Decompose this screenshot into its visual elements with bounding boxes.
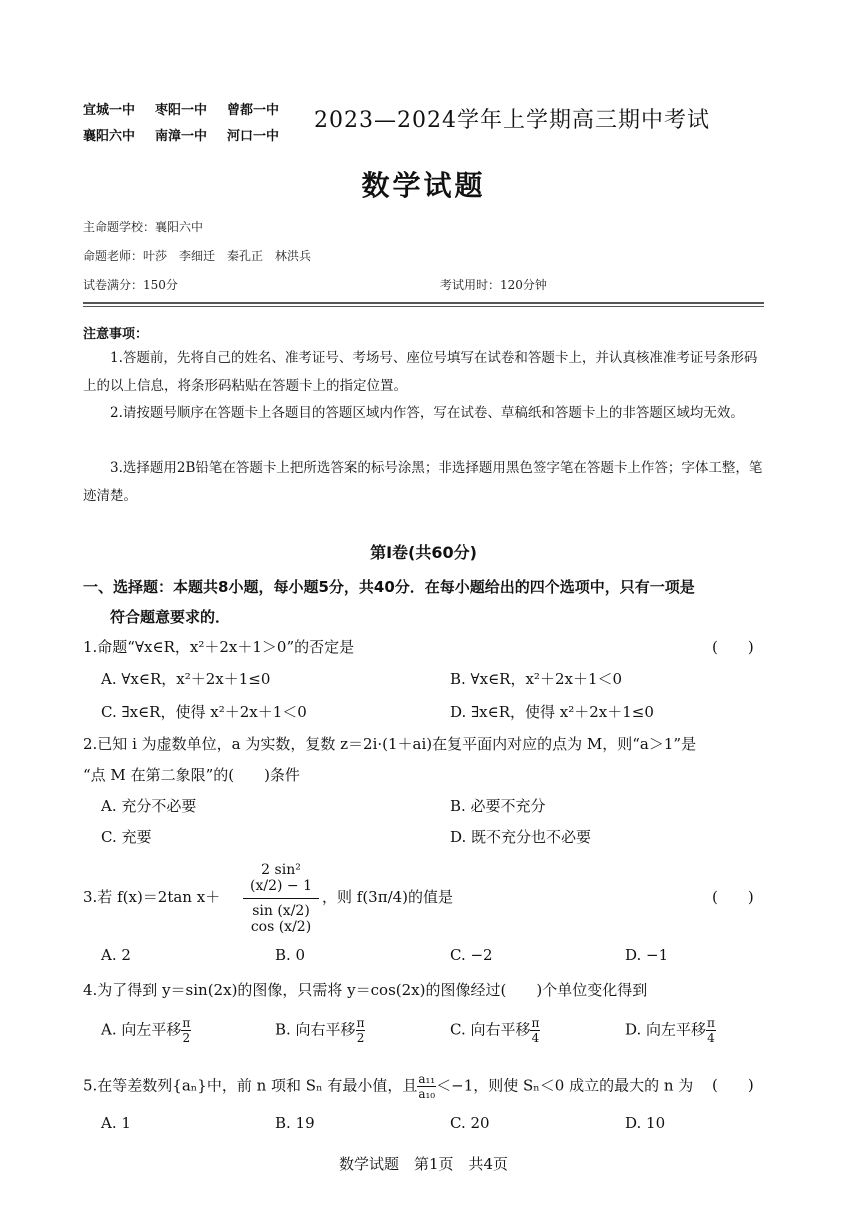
school-row-2 [83, 124, 299, 150]
lead-school: 主命题学校：襄阳六中 [83, 220, 204, 234]
full-score: 试卷满分：150分 [83, 278, 178, 292]
q1-option-c: C. ∃x∈R，使得 x²＋2x＋1＜0 [101, 703, 307, 721]
answer-blank: ( ) [712, 1076, 754, 1094]
school-row-1 [83, 98, 299, 124]
fraction [706, 1016, 716, 1045]
question-3-tail: ，则 f(3π/4)的值是 [322, 888, 454, 906]
part-title: 第Ⅰ卷(共60分) [370, 543, 477, 562]
q4-option-c-text: C. 向右平移 [450, 1020, 531, 1039]
fraction [417, 1072, 436, 1101]
fraction [181, 1016, 191, 1045]
q4-option-d-text: D. 向左平移 [625, 1020, 707, 1039]
school-name: 襄阳六中 [83, 129, 136, 144]
q3-option-d: D. −1 [625, 946, 669, 964]
page-footer: 数学试题 第1页 共4页 [338, 1155, 509, 1173]
q4-option-c [450, 1016, 540, 1045]
section-heading [83, 572, 773, 632]
school-name: 南漳一中 [155, 129, 208, 144]
frac-num: π [707, 1016, 715, 1030]
question-5-stem [83, 1072, 693, 1101]
question-2-line2: “点 M 在第二象限”的( )条件 [83, 766, 300, 784]
question-1-stem: 1.命题“∀x∈R，x²＋2x＋1＞0”的否定是 [83, 638, 355, 656]
q2-option-d: D. 既不充分也不必要 [450, 828, 592, 846]
q1-option-a: A. ∀x∈R，x²＋2x＋1≤0 [101, 670, 271, 688]
note-item: 2.请按题号顺序在答题卡上各题目的答题区域内作答，写在试卷、草稿纸和答题卡上的非答题区域均无效。 [110, 405, 744, 421]
q3-option-a: A. 2 [101, 946, 131, 964]
q4-option-b-text: B. 向右平移 [275, 1020, 356, 1039]
q5-option-d: D. 10 [625, 1114, 666, 1132]
frac-den: 2 [182, 1031, 191, 1045]
fraction [356, 1016, 366, 1045]
q2-option-a: A. 充分不必要 [101, 797, 197, 815]
teachers: 命题老师：叶莎 李细迁 秦孔正 林洪兵 [83, 249, 312, 263]
q4-option-a-text: A. 向左平移 [101, 1020, 182, 1039]
school-name: 河口一中 [227, 129, 280, 144]
q4-option-b [275, 1016, 365, 1045]
q3-option-b: B. 0 [275, 946, 306, 964]
question-3-lead: 3.若 f(x)＝2tan x＋ [83, 888, 221, 906]
exam-title: 2023—2024学年上学期高三期中考试 [314, 108, 710, 133]
subject-title: 数学试题 [361, 169, 486, 202]
q2-option-c: C. 充要 [101, 828, 152, 846]
q3-fraction [243, 862, 319, 935]
q5-option-b: B. 19 [275, 1114, 315, 1132]
divider-thick [83, 302, 764, 304]
question-4-stem: 4.为了得到 y＝sin(2x)的图像，只需将 y＝cos(2x)的图像经过( )个单位变化得到 [83, 981, 648, 999]
q4-option-a [101, 1016, 191, 1045]
q3-denominator: sin (x/2) cos (x/2) [250, 903, 312, 935]
frac-num: π [182, 1016, 191, 1030]
answer-blank: ( ) [712, 888, 754, 906]
q5-option-c: C. 20 [450, 1114, 490, 1132]
q1-option-d: D. ∃x∈R，使得 x²＋2x＋1≤0 [450, 703, 654, 721]
q5-option-a: A. 1 [101, 1114, 131, 1132]
q3-option-c: C. −2 [450, 946, 493, 964]
frac-den: 2 [356, 1031, 365, 1045]
school-list [83, 98, 299, 150]
q3-numerator: 2 sin² (x/2) − 1 [243, 862, 319, 899]
notes-title: 注意事项： [83, 327, 149, 342]
question-2-line1: 2.已知 i 为虚数单位，a 为实数，复数 z＝2i·(1＋ai)在复平面内对应的点为 M，则“a＞1”是 [83, 735, 697, 753]
fraction [530, 1016, 540, 1045]
note-item: 1.答题前，先将自己的姓名、准考证号、考场号、座位号填写在试卷和答题卡上，并认真核准准考证号条形码上的以上信息，将条形码粘贴在答题卡上的指定位置。 [83, 350, 758, 394]
school-name: 曾都一中 [227, 103, 280, 118]
q2-option-b: B. 必要不充分 [450, 797, 546, 815]
q5-tail: ＜−1，则使 Sₙ＜0 成立的最大的 n 为 [436, 1076, 694, 1095]
school-name: 宜城一中 [83, 103, 136, 118]
school-name: 枣阳一中 [155, 103, 208, 118]
q4-option-d [625, 1016, 716, 1045]
frac-den: 4 [531, 1031, 540, 1045]
frac-num: π [531, 1016, 540, 1030]
q1-option-b: B. ∀x∈R，x²＋2x＋1＜0 [450, 670, 623, 688]
frac-num: π [356, 1016, 365, 1030]
section-line: 一、选择题：本题共8小题，每小题5分，共40分．在每小题给出的四个选项中，只有一项是 [83, 578, 695, 596]
duration: 考试用时：120分钟 [440, 278, 547, 292]
frac-num: a₁₁ [418, 1072, 436, 1086]
frac-den: 4 [707, 1031, 715, 1045]
answer-blank: ( ) [712, 638, 754, 656]
note-item: 3.选择题用2B铅笔在答题卡上把所选答案的标号涂黑；非选择题用黑色签字笔在答题卡上作答；字体工整，笔迹清楚。 [83, 460, 763, 504]
section-line: 符合题意要求的． [110, 608, 231, 626]
frac-den: a₁₀ [418, 1087, 436, 1101]
divider-thin [83, 306, 764, 307]
q5-lead: 5.在等差数列{aₙ}中，前 n 项和 Sₙ 有最小值，且 [83, 1076, 418, 1095]
